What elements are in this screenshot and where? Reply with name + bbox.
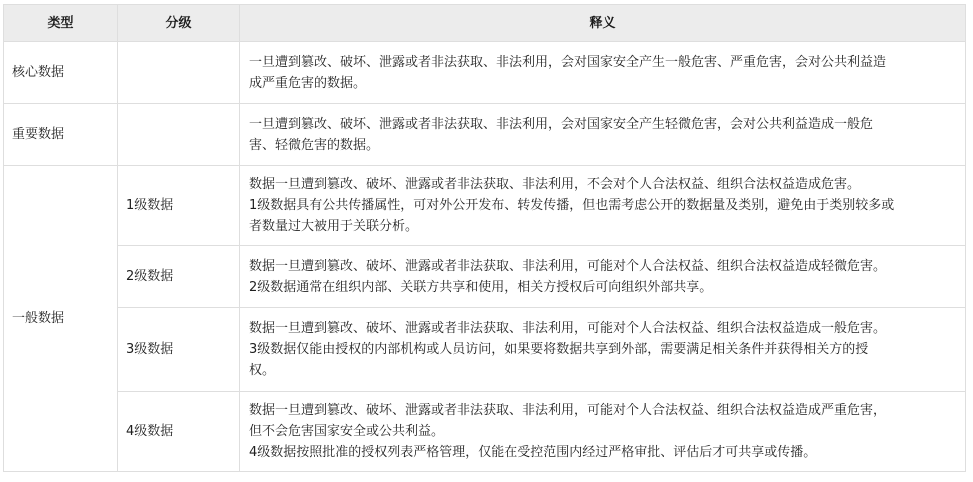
type-cell-important: 重要数据 [4,104,118,166]
meaning-cell-level-3 [240,308,966,392]
table-row-level-3 [4,308,966,392]
table-row-level-2 [4,246,966,308]
level-cell-3: 3级数据 [118,308,240,392]
data-classification-table [3,4,966,472]
level-cell-empty [118,42,240,104]
header-meaning: 释义 [240,5,966,42]
level-cell-empty [118,104,240,166]
level-cell-1: 1级数据 [118,166,240,246]
meaning-cell-level-1 [240,166,966,246]
meaning-line: 者数量过大被用于关联分析。 [249,219,419,234]
meaning-cell-important [240,104,966,166]
header-level: 分级 [118,5,240,42]
table-row-core [4,42,966,104]
meaning-line: 权。 [249,363,276,378]
meaning-cell-level-4 [240,392,966,472]
table-row-level-1 [4,166,966,246]
header-type: 类型 [4,5,118,42]
meaning-cell-core [240,42,966,104]
meaning-line: 数据一旦遭到篡改、破坏、泄露或者非法获取、非法利用，可能对个人合法权益、组织合法权益造成一般危害。 [249,321,887,336]
meaning-line: 成严重危害的数据。 [249,75,367,91]
table-header-row [4,5,966,42]
table-row-important [4,104,966,166]
meaning-cell-level-2 [240,246,966,308]
meaning-line: 数据一旦遭到篡改、破坏、泄露或者非法获取、非法利用，不会对个人合法权益、组织合法权益造成危害。 [249,177,861,192]
meaning-line: 4级数据按照批准的授权列表严格管理，仅能在受控范围内经过严格审批、评估后才可共享或传播。 [249,445,817,460]
meaning-line: 一旦遭到篡改、破坏、泄露或者非法获取、非法利用，会对国家安全产生轻微危害，会对公共利益造成一般危 [249,116,874,132]
meaning-line: 害、轻微危害的数据。 [249,137,380,153]
table-row-level-4 [4,392,966,472]
meaning-line: 1级数据具有公共传播属性，可对外公开发布、转发传播，但也需考虑公开的数据量及类别，避免由于类别较多或 [249,198,895,213]
meaning-line: 数据一旦遭到篡改、破坏、泄露或者非法获取、非法利用，可能对个人合法权益、组织合法权益造成轻微危害。 [249,258,887,274]
level-cell-2: 2级数据 [118,246,240,308]
level-cell-4: 4级数据 [118,392,240,472]
meaning-line: 2级数据通常在组织内部、关联方共享和使用，相关方授权后可向组织外部共享。 [249,279,713,295]
meaning-line: 数据一旦遭到篡改、破坏、泄露或者非法获取、非法利用，可能对个人合法权益、组织合法权益造成严重危害， [249,403,887,418]
type-cell-general: 一般数据 [4,166,118,472]
meaning-line: 但不会危害国家安全或公共利益。 [249,424,445,439]
classification-table-container [3,4,965,472]
type-cell-core: 核心数据 [4,42,118,104]
meaning-line: 一旦遭到篡改、破坏、泄露或者非法获取、非法利用，会对国家安全产生一般危害、严重危害，会对公共利益造 [249,54,887,70]
meaning-line: 3级数据仅能由授权的内部机构或人员访问，如果要将数据共享到外部，需要满足相关条件并获得相关方的授 [249,342,869,357]
